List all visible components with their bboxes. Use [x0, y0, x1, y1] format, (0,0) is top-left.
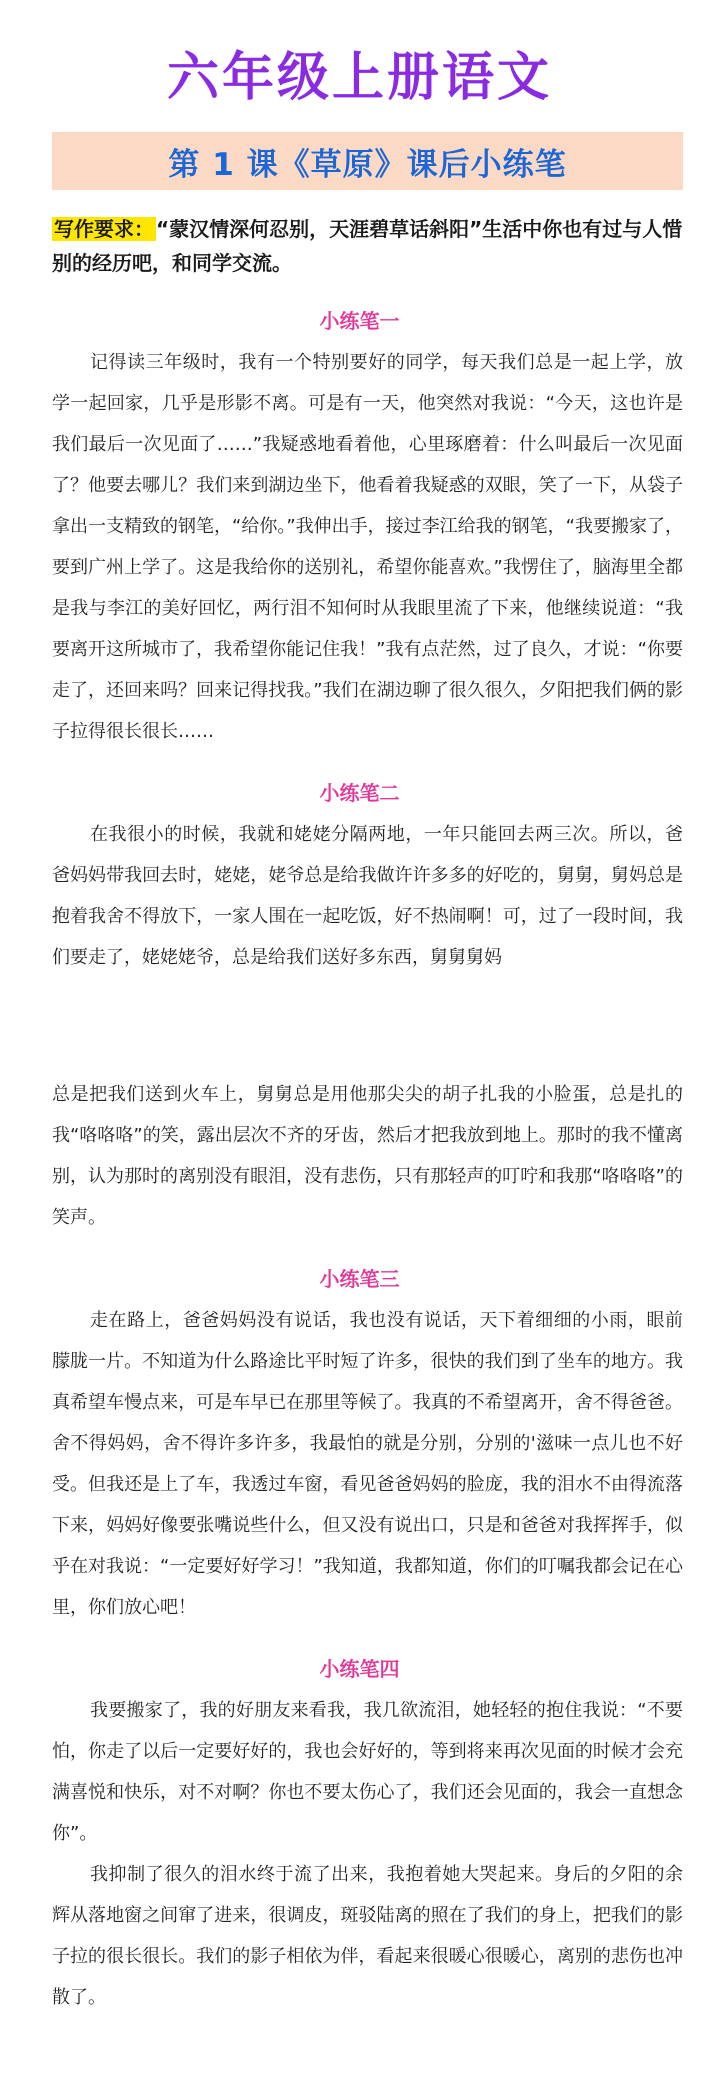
section-paragraph: 我抑制了很久的泪水终于流了出来，我抱着她大哭起来。身后的夕阳的余辉从落地窗之间窜了进来，很调皮，斑驳陆离的照在了我们的身上，把我们的影子拉的很长很长。我们的影子相依为伴，看起来很暖心很暖心，离别的悲伤也冲散了。: [52, 1864, 683, 2008]
section-paragraph: 总是把我们送到火车上，舅舅总是用他那尖尖的胡子扎我的小脸蛋，总是扎的我“咯咯咯”的笑，露出层次不齐的牙齿，然后才把我放到地上。那时的我不懂离别，认为那时的离别没有眼泪，没有悲伤，只有那轻声的叮咛和我那“咯咯咯”的笑声。: [52, 1084, 683, 1228]
page-break-gap: [0, 978, 719, 1074]
section-heading: 小练笔三: [319, 1267, 400, 1291]
section-paragraph: 在我很小的时候，我就和姥姥分隔两地，一年只能回去两三次。所以，爸爸妈妈带我回去时，姥姥，姥爷总是给我做许许多多的好吃的，舅舅，舅妈总是抱着我舍不得放下，一家人围在一起吃饭，好不热闹啊！可，过了一段时间，我们要走了，姥姥姥爷，总是给我们送好多东西，舅舅舅妈: [52, 824, 683, 968]
section-paragraph: 走在路上，爸爸妈妈没有说话，我也没有说话，天下着细细的小雨，眼前朦胧一片。不知道为什么路途比平时短了许多，很快的我们到了坐车的地方。我真希望车慢点来，可是车早已在那里等候了。我真的不希望离开，舍不得爸爸。舍不得妈妈，舍不得许多许多，我最怕的就是分别，分别的'滋味一点儿也不好受。但我还是上了车，我透过车窗，看见爸爸妈妈的脸庞，我的泪水不由得流落下来，妈妈好像要张嘴说些什么，但又没有说出口，只是和爸爸对我挥挥手，似乎在对我说：“一定要好好学习！”我知道，我都知道，你们的叮嘱我都会记在心里，你们放心吧！: [52, 1310, 683, 1618]
requirement-label: 写作要求：: [54, 217, 154, 241]
section-paragraph: 我要搬家了，我的好朋友来看我，我几欲流泪，她轻轻的抱住我说：“不要怕，你走了以后一定要好好的，我也会好好的，等到将来再次见面的时候才会充满喜悦和快乐，对不对啊？你也不要太伤心了，我们还会见面的，我会一直想念你”。: [52, 1700, 683, 1844]
section-heading: 小练笔一: [319, 309, 400, 333]
subtitle-banner: [52, 132, 683, 190]
section-heading: 小练笔二: [319, 781, 400, 805]
section-3: [0, 1264, 719, 1628]
section-heading: 小练笔四: [319, 1657, 400, 1681]
section-paragraph: 记得读三年级时，我有一个特别要好的同学，每天我们总是一起上学，放学一起回家，几乎是形影不离。可是有一天，他突然对我说：“今天，这也许是我们最后一次见面了……”我疑惑地看着他，心里琢磨着：什么叫最后一次见面了？他要去哪儿？我们来到湖边坐下，他看着我疑惑的双眼，笑了一下，从袋子拿出一支精致的钢笔，“给你。”我伸出手，接过李江给我的钢笔，“我要搬家了，要到广州上学了。这是我给你的送别礼，希望你能喜欢。”我愣住了，脑海里全都是我与李江的美好回忆，两行泪不知何时从我眼里流了下来，他继续说道：“我要离开这所城市了，我希望你能记住我！”我有点茫然，过了良久，才说：“你要走了，还回来吗？回来记得找我。”我们在湖边聊了很久很久，夕阳把我们俩的影子拉得很长很长……: [52, 352, 683, 742]
page-title: 六年级上册语文: [166, 48, 552, 108]
lesson-subtitle: 第 1 课《草原》课后小练笔: [168, 146, 567, 183]
writing-requirement: [52, 212, 683, 280]
section-4: [0, 1654, 719, 2018]
section-2: [0, 778, 719, 1238]
section-1: [0, 306, 719, 752]
requirement-text: “蒙汉情深何忍别，天涯碧草话斜阳”生活中你也有过与人惜别的经历吧，和同学交流。: [52, 217, 683, 275]
